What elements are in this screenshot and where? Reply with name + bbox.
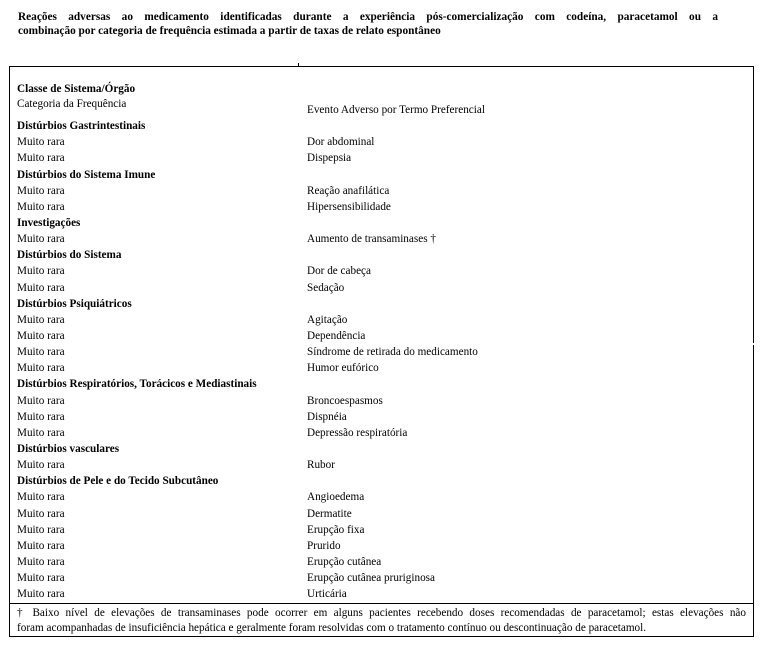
adverse-event-cell: Sedação: [307, 281, 345, 294]
table-row: [9, 199, 754, 215]
table-row: [9, 457, 754, 473]
table-row: [9, 489, 754, 505]
frequency-cell: Muito rara: [17, 588, 65, 601]
table-row: [9, 344, 754, 360]
frequency-cell: Muito rara: [17, 539, 65, 552]
frequency-cell: Muito rara: [17, 329, 65, 342]
footnote: [9, 603, 754, 637]
header-system-organ-class: Classe de Sistema/Órgão: [17, 83, 136, 95]
adverse-event-cell: Dependência: [307, 329, 366, 342]
adverse-event-cell: Dor de cabeça: [307, 265, 371, 278]
adverse-event-cell: Dor abdominal: [307, 136, 375, 149]
header-frequency-category: Categoria da Frequência: [17, 98, 127, 111]
adverse-event-cell: Humor eufórico: [307, 362, 379, 375]
system-organ-class-label: Distúrbios Psiquiátricos: [17, 297, 132, 310]
caption-line-2: combinação por categoria de frequência estimada a partir de taxas de relato espontâneo: [18, 25, 441, 37]
frequency-cell: Muito rara: [17, 184, 65, 197]
table-body: [9, 81, 754, 602]
adverse-event-cell: Dermatite: [307, 507, 352, 520]
system-organ-class-label: Distúrbios Respiratórios, Torácicos e Mediastinais: [17, 378, 257, 391]
table-row: [9, 570, 754, 586]
system-organ-class-row: [9, 215, 754, 231]
adverse-event-cell: Erupção fixa: [307, 523, 365, 536]
frequency-cell: Muito rara: [17, 507, 65, 520]
system-organ-class-row: [9, 441, 754, 457]
adverse-event-cell: Depressão respiratória: [307, 426, 408, 439]
frequency-cell: Muito rara: [17, 410, 65, 423]
system-organ-class-row: [9, 118, 754, 134]
table-row: [9, 522, 754, 538]
table-row: [9, 312, 754, 328]
table-row: [9, 263, 754, 279]
frequency-cell: Muito rara: [17, 426, 65, 439]
table-header-row-2: [9, 97, 754, 118]
table-row: [9, 231, 754, 247]
frequency-cell: Muito rara: [17, 265, 65, 278]
adverse-event-cell: Rubor: [307, 459, 335, 472]
system-organ-class-label: Investigações: [17, 216, 81, 229]
table-row: [9, 409, 754, 425]
adverse-event-cell: Urticária: [307, 588, 347, 601]
frequency-cell: Muito rara: [17, 491, 65, 504]
table-row: [9, 134, 754, 150]
frequency-cell: Muito rara: [17, 572, 65, 585]
adverse-event-cell: Hipersensibilidade: [307, 200, 391, 213]
frequency-cell: Muito rara: [17, 136, 65, 149]
table-row: [9, 506, 754, 522]
table-row: [9, 328, 754, 344]
adverse-event-cell: Broncoespasmos: [307, 394, 383, 407]
system-organ-class-row: [9, 296, 754, 312]
frequency-cell: Muito rara: [17, 346, 65, 359]
adverse-event-cell: Reação anafilática: [307, 184, 390, 197]
adverse-event-cell: Dispepsia: [307, 152, 352, 165]
adverse-event-cell: Agitação: [307, 313, 348, 326]
footnote-line-2: foram acompanhadas de insuficiência hepática e geralmente foram resolvidas com o tratamento contínuo ou descontinuação de paracetamol.: [17, 621, 647, 634]
frequency-cell: Muito rara: [17, 394, 65, 407]
table-row: [9, 183, 754, 199]
adverse-event-cell: Erupção cutânea pruriginosa: [307, 572, 435, 585]
frequency-cell: Muito rara: [17, 362, 65, 375]
table-row: [9, 360, 754, 376]
system-organ-class-row: [9, 376, 754, 392]
adverse-event-cell: Angioedema: [307, 491, 365, 504]
frequency-cell: Muito rara: [17, 523, 65, 536]
adverse-event-cell: Aumento de transaminases †: [307, 233, 436, 246]
table-row: [9, 150, 754, 166]
table-row: [9, 586, 754, 602]
adverse-event-cell: Dispnéia: [307, 410, 347, 423]
frequency-cell: Muito rara: [17, 281, 65, 294]
system-organ-class-label: Distúrbios de Pele e do Tecido Subcutâneo: [17, 475, 219, 488]
header-adverse-event: Evento Adverso por Termo Preferencial: [307, 104, 485, 117]
system-organ-class-row: [9, 247, 754, 263]
table-row: [9, 280, 754, 296]
caption-line-1: Reações adversas ao medicamento identificadas durante a experiência pós-comercialização com codeína, paracetamol ou a: [18, 11, 718, 23]
table-row: [9, 425, 754, 441]
frequency-cell: Muito rara: [17, 313, 65, 326]
adverse-event-cell: Erupção cutânea: [307, 555, 382, 568]
table-row: [9, 538, 754, 554]
frequency-cell: Muito rara: [17, 555, 65, 568]
system-organ-class-label: Distúrbios do Sistema Imune: [17, 168, 156, 181]
adverse-event-cell: Síndrome de retirada do medicamento: [307, 346, 478, 359]
footnote-line-1: † Baixo nível de elevações de transaminases pode ocorrer em alguns pacientes recebendo doses recomendadas de paracetamol; estas elevações não: [17, 607, 746, 619]
table-header-row-1: [9, 81, 754, 97]
table-row: [9, 393, 754, 409]
adverse-event-cell: Prurido: [307, 539, 341, 552]
frequency-cell: Muito rara: [17, 152, 65, 165]
system-organ-class-label: Distúrbios do Sistema: [17, 249, 122, 262]
table-row: [9, 554, 754, 570]
frequency-cell: Muito rara: [17, 200, 65, 213]
table-caption: [18, 10, 718, 38]
frequency-cell: Muito rara: [17, 459, 65, 472]
system-organ-class-row: [9, 167, 754, 183]
system-organ-class-label: Distúrbios vasculares: [17, 442, 120, 455]
system-organ-class-row: [9, 473, 754, 489]
frequency-cell: Muito rara: [17, 233, 65, 246]
system-organ-class-label: Distúrbios Gastrintestinais: [17, 120, 146, 133]
